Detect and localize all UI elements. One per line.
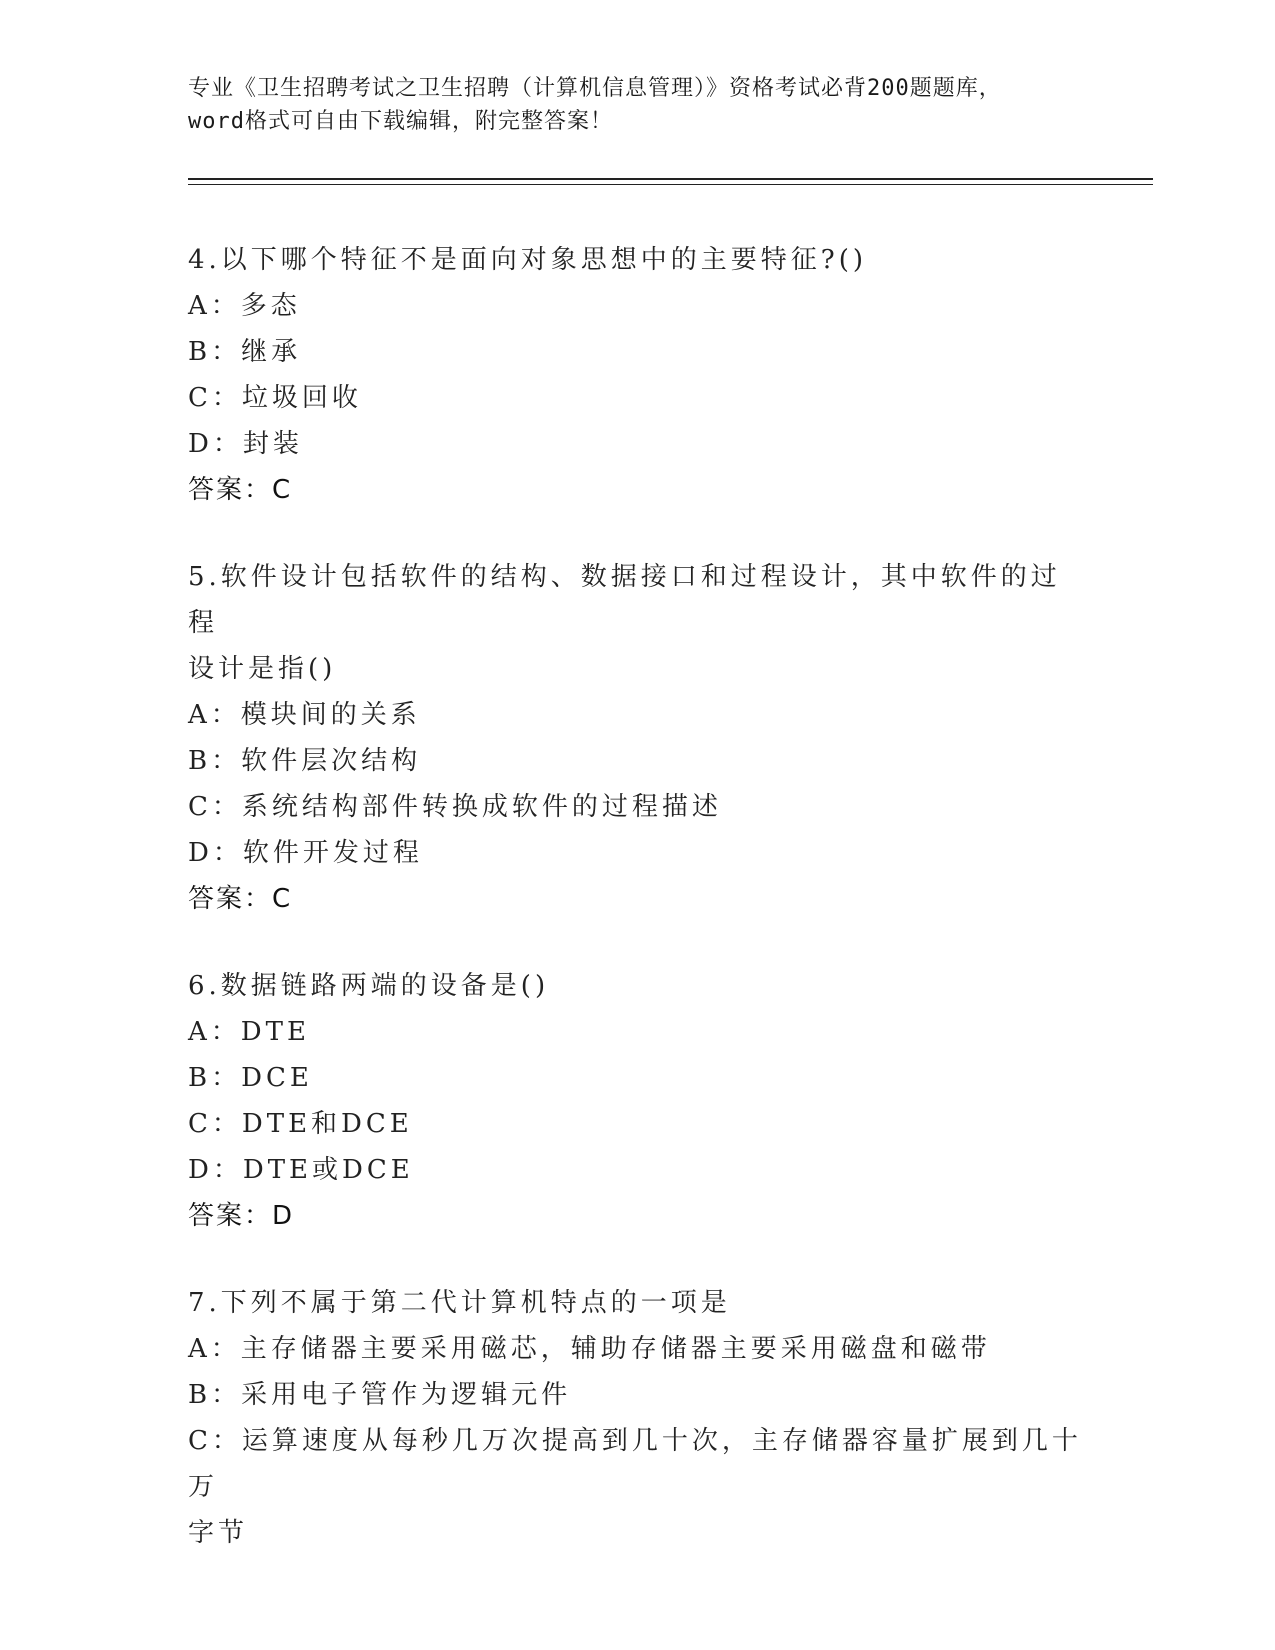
- question-stem: 4.以下哪个特征不是面向对象思想中的主要特征?(): [188, 245, 868, 275]
- option-c: C：系统结构部件转换成软件的过程描述: [188, 792, 722, 822]
- option-a: A：DTE: [188, 1017, 310, 1047]
- header-divider-thick: [188, 178, 1153, 180]
- header-divider-thin: [188, 184, 1153, 185]
- option-c: C：运算速度从每秒几万次提高到几十次，主存储器容量扩展到几十万: [188, 1426, 1082, 1502]
- question-list: [188, 237, 1088, 1597]
- option-b: B：DCE: [188, 1063, 313, 1093]
- option-b: B：采用电子管作为逻辑元件: [188, 1380, 572, 1410]
- option-b: B：软件层次结构: [188, 746, 422, 776]
- option-a: A：主存储器主要采用磁芯，辅助存储器主要采用磁盘和磁带: [188, 1334, 991, 1364]
- question-stem: 5.软件设计包括软件的结构、数据接口和过程设计，其中软件的过程: [188, 562, 1061, 638]
- question-7: [188, 1280, 1088, 1556]
- question-6: [188, 963, 1088, 1239]
- option-a: A：多态: [188, 291, 301, 321]
- answer: 答案：C: [188, 884, 293, 914]
- option-d: D：软件开发过程: [188, 838, 423, 868]
- option-d: D：DTE或DCE: [188, 1155, 414, 1185]
- option-c: C：垃圾回收: [188, 383, 362, 413]
- option-c-continued: 字节: [188, 1518, 249, 1548]
- question-stem: 7.下列不属于第二代计算机特点的一项是: [188, 1288, 731, 1318]
- document-header: [188, 72, 1088, 138]
- question-4: [188, 237, 1088, 513]
- answer: 答案：D: [188, 1201, 295, 1231]
- header-line-2: word格式可自由下载编辑，附完整答案！: [188, 109, 613, 134]
- question-stem: 6.数据链路两端的设备是(): [188, 971, 550, 1001]
- option-c: C：DTE和DCE: [188, 1109, 413, 1139]
- option-b: B：继承: [188, 337, 302, 367]
- question-stem-continued: 设计是指(): [188, 654, 337, 684]
- option-d: D：封装: [188, 429, 303, 459]
- header-line-1: 专业《卫生招聘考试之卫生招聘（计算机信息管理）》资格考试必背200题题库，: [188, 76, 1002, 101]
- option-a: A：模块间的关系: [188, 700, 421, 730]
- answer: 答案：C: [188, 475, 293, 505]
- question-5: [188, 554, 1088, 922]
